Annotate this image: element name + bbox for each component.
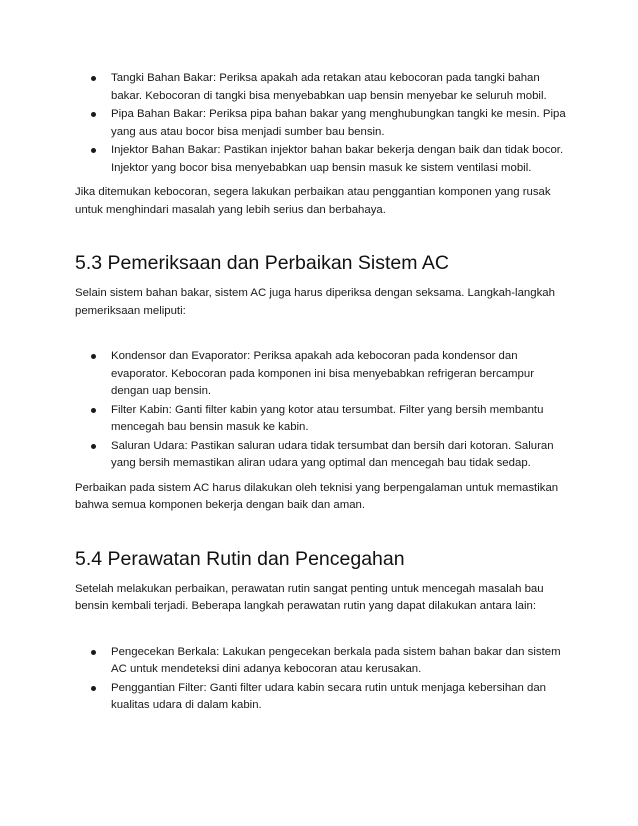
list-item-text: Pengecekan Berkala: Lakukan pengecekan berkala pada sistem bahan bakar dan sistem AC untuk mendeteksi dini adanya kebocoran atau kerusakan.	[111, 645, 561, 675]
leak-repair-paragraph: Jika ditemukan kebocoran, segera lakukan perbaikan atau penggantian komponen yang rusak untuk menghindari masalah yang lebih serius dan berbahaya.	[75, 186, 551, 216]
list-item	[75, 644, 570, 679]
bullet-icon	[91, 354, 96, 359]
list-item-text: Saluran Udara: Pastikan saluran udara tidak tersumbat dan bersih dari kotoran. Saluran yang bersih memastikan aliran udara yang optimal dan mencegah bau tidak sedap.	[111, 439, 554, 469]
list-item	[75, 348, 570, 401]
list-item	[75, 70, 570, 105]
section-5-4-intro: Setelah melakukan perbaikan, perawatan rutin sangat penting untuk mencegah masalah bau bensin kembali terjadi. Beberapa langkah perawatan rutin yang dapat dilakukan antara lain:	[75, 582, 544, 612]
section-5-4-heading: 5.4 Perawatan Rutin dan Pencegahan	[75, 547, 405, 570]
list-item-text: Penggantian Filter: Ganti filter udara kabin secara rutin untuk menjaga kebersihan dan kualitas udara di dalam kabin.	[111, 681, 547, 711]
list-item-text: Tangki Bahan Bakar: Periksa apakah ada retakan atau kebocoran pada tangki bahan bakar. Kebocoran di tangki bisa menyebabkan uap bensin menyebar ke seluruh mobil.	[111, 72, 547, 102]
list-item	[75, 142, 570, 177]
ac-system-check-list	[75, 348, 570, 473]
bullet-icon	[91, 76, 96, 81]
list-item	[75, 402, 570, 437]
bullet-icon	[91, 112, 96, 117]
bullet-icon	[91, 148, 96, 153]
bullet-icon	[91, 650, 96, 655]
routine-maintenance-list	[75, 644, 570, 715]
section-5-3-intro: Selain sistem bahan bakar, sistem AC juga harus diperiksa dengan seksama. Langkah-langkah pemeriksaan meliputi:	[75, 287, 555, 317]
list-item	[75, 438, 570, 473]
list-item-text: Injektor Bahan Bakar: Pastikan injektor bahan bakar bekerja dengan baik dan tidak bocor. Injektor yang bocor bisa menyebabkan uap bensin masuk ke sistem ventilasi mobil.	[111, 144, 564, 174]
list-item	[75, 680, 570, 715]
fuel-system-check-list	[75, 70, 570, 177]
section-5-3-closing: Perbaikan pada sistem AC harus dilakukan oleh teknisi yang berpengalaman untuk memastikan bahwa semua komponen bekerja dengan baik dan aman.	[75, 481, 559, 511]
list-item	[75, 106, 570, 141]
bullet-icon	[91, 408, 96, 413]
section-5-3-heading: 5.3 Pemeriksaan dan Perbaikan Sistem AC	[75, 252, 449, 274]
bullet-icon	[91, 686, 96, 691]
bullet-icon	[91, 444, 96, 449]
list-item-text: Pipa Bahan Bakar: Periksa pipa bahan bakar yang menghubungkan tangki ke mesin. Pipa yang aus atau bocor bisa menjadi sumber bau bensin.	[111, 108, 566, 138]
list-item-text: Filter Kabin: Ganti filter kabin yang kotor atau tersumbat. Filter yang bersih membantu mencegah bau bensin masuk ke kabin.	[111, 403, 544, 433]
list-item-text: Kondensor dan Evaporator: Periksa apakah ada kebocoran pada kondensor dan evaporator. Kebocoran pada komponen ini bisa menyebabkan refrigeran bercampur dengan uap bensin.	[111, 350, 534, 397]
page-content	[75, 70, 570, 716]
